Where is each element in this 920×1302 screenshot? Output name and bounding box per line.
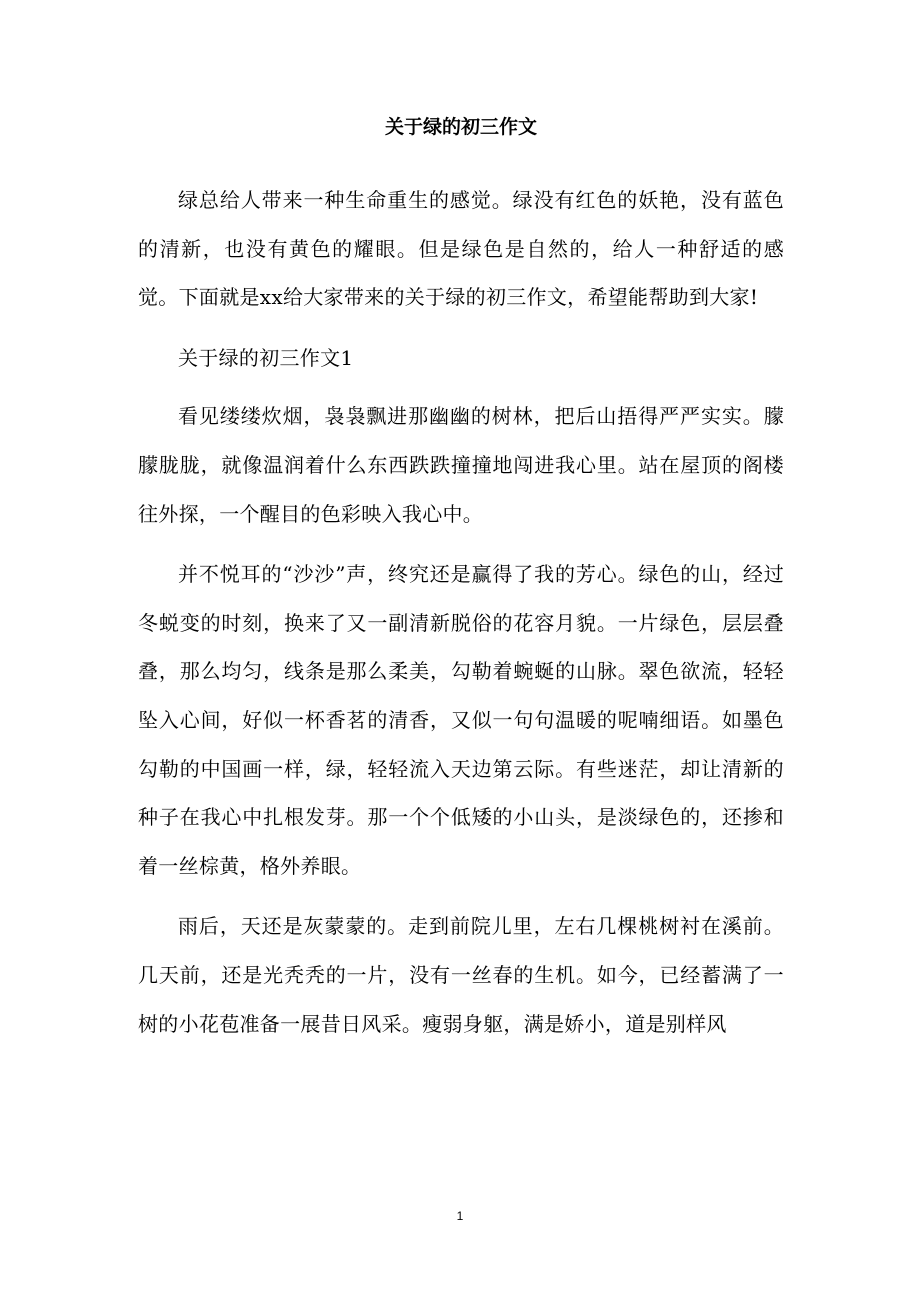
page-number: 1: [456, 1209, 464, 1223]
intro-paragraph: 绿总给人带来一种生命重生的感觉。绿没有红色的妖艳，没有蓝色的清新，也没有黄色的耀眼。但是绿色是自然的，给人一种舒适的感觉。下面就是xx给大家带来的关于绿的初三作文，希望能帮助到大家!: [138, 188, 784, 310]
document-title: 关于绿的初三作文: [384, 116, 537, 138]
section-heading: 关于绿的初三作文1: [178, 345, 354, 370]
body-paragraph-3: 雨后，天还是灰蒙蒙的。走到前院儿里，左右几棵桃树衬在溪前。几天前，还是光秃秃的一片，没有一丝春的生机。如今，已经蓄满了一树的小花苞准备一展昔日风采。瘦弱身躯，满是娇小，道是别样风: [138, 914, 784, 1036]
document-body: [138, 112, 784, 1060]
body-paragraph-2: 并不悦耳的“沙沙”声，终究还是赢得了我的芳心。绿色的山，经过冬蜕变的时刻，换来了又一副清新脱俗的花容月貌。一片绿色，层层叠叠，那么均匀，线条是那么柔美，勾勒着蜿蜒的山脉。翠色欲流，轻轻坠入心间，好似一杯香茗的清香，又似一句句温暖的呢喃细语。如墨色勾勒的中国画一样，绿，轻轻流入天边第云际。有些迷茫，却让清新的种子在我心中扎根发芽。那一个个低矮的小山头，是淡绿色的，还掺和着一丝棕黄，格外养眼。: [138, 562, 784, 878]
body-paragraph-1: 看见缕缕炊烟，袅袅飘进那幽幽的树林，把后山捂得严严实实。朦朦胧胧，就像温润着什么东西跌跌撞撞地闯进我心里。站在屋顶的阁楼往外探，一个醒目的色彩映入我心中。: [138, 404, 784, 526]
